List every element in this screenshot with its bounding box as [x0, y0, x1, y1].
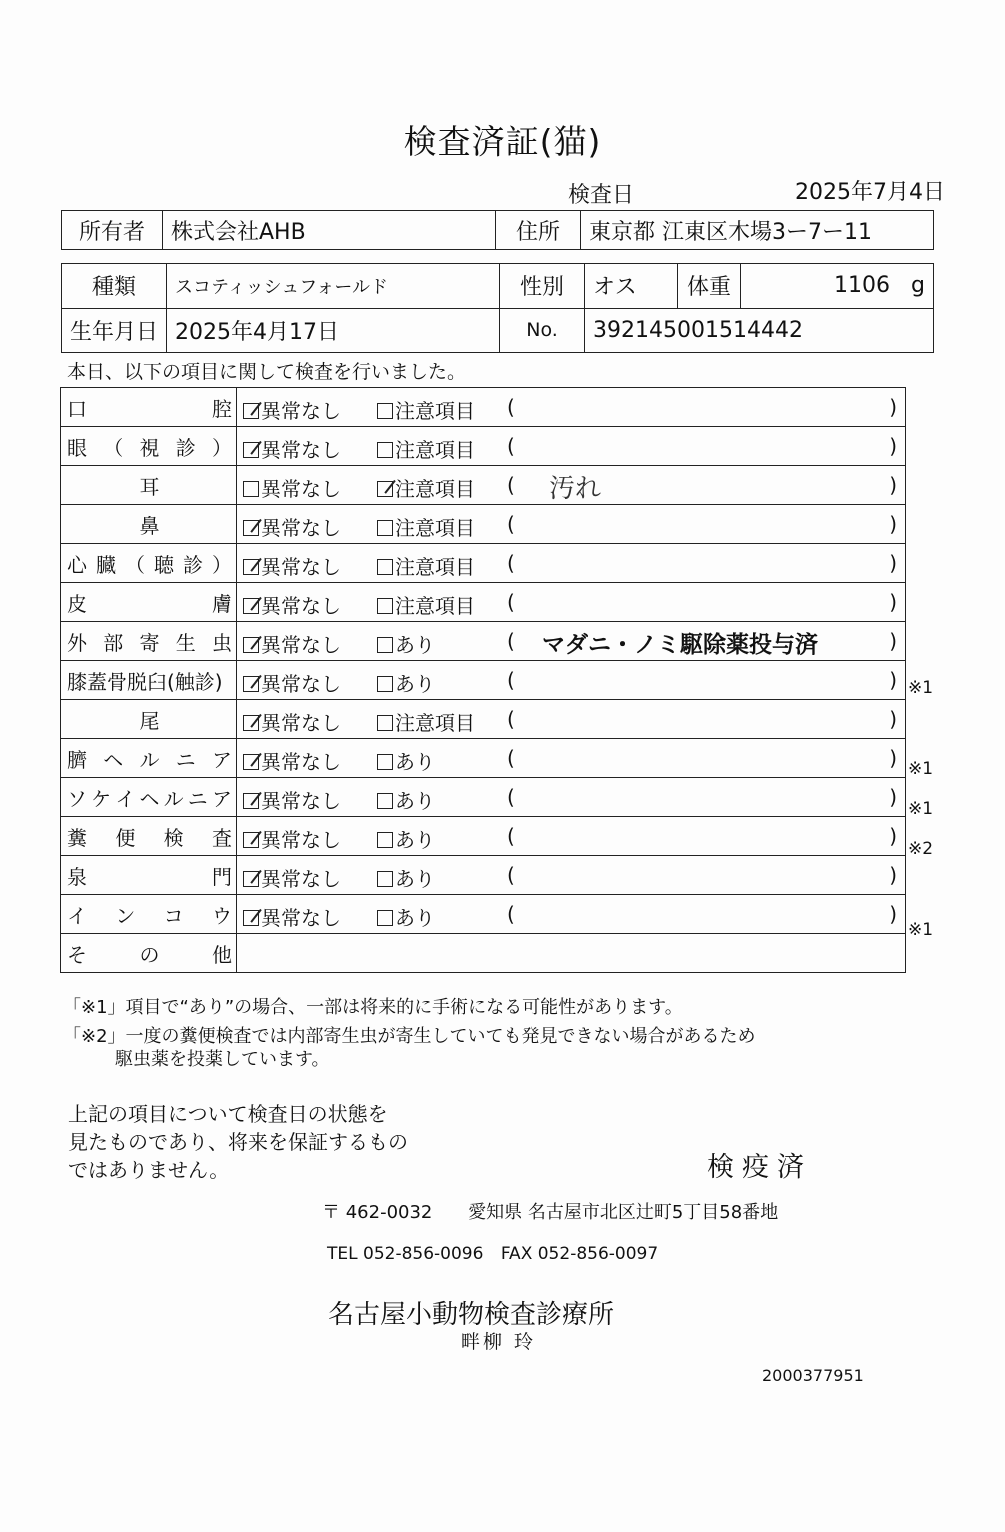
normal-option[interactable] [243, 785, 341, 814]
checked-box-icon[interactable] [243, 793, 259, 809]
other-notes-field[interactable] [237, 934, 906, 973]
footnote-1: 「※1」項目で“あり”の場合、一部は将来的に手術になる可能性があります。 [63, 997, 683, 1018]
open-paren: ( [507, 434, 515, 458]
checklist-row [61, 544, 906, 583]
checked-box-icon[interactable] [243, 520, 259, 536]
pet-table [61, 263, 934, 353]
finding-note: マダニ・ノミ駆除薬投与済 [542, 632, 818, 658]
birthdate-value: 2025年4月17日 [167, 308, 500, 353]
normal-option[interactable] [243, 707, 341, 736]
checklist-row [61, 427, 906, 466]
open-paren: ( [507, 668, 515, 692]
clinic-name: 名古屋小動物検査診療所 [328, 1300, 615, 1330]
checkbox-icon[interactable] [377, 793, 393, 809]
checklist-result [237, 583, 906, 622]
open-paren: ( [507, 746, 515, 770]
close-paren: ) [889, 551, 897, 575]
checklist-item-name: 泉 門 [61, 856, 237, 895]
normal-option[interactable] [243, 863, 341, 892]
document-title: 検査済証(猫) [403, 122, 602, 161]
normal-option-label: 異常なし [261, 750, 341, 774]
close-paren: ) [889, 902, 897, 926]
checklist-table [60, 387, 906, 973]
normal-option[interactable] [243, 434, 341, 463]
checklist-result [237, 778, 906, 817]
normal-option-label: 異常なし [261, 906, 341, 930]
clinic-address-line [322, 1198, 778, 1224]
checklist-result [237, 427, 906, 466]
open-paren: ( [507, 629, 515, 653]
owner-address: 東京都 江東区木場3ー7ー11 [581, 211, 934, 250]
finding-option[interactable] [377, 707, 475, 736]
checked-box-icon[interactable] [243, 676, 259, 692]
normal-option[interactable] [243, 512, 341, 541]
finding-option-label: 注意項目 [395, 711, 475, 735]
normal-option[interactable] [243, 395, 341, 424]
checklist-item-name: 臍 ヘ ル ニ ア [61, 739, 237, 778]
close-paren: ) [889, 590, 897, 614]
normal-option[interactable] [243, 629, 341, 658]
checked-box-icon[interactable] [243, 754, 259, 770]
checkbox-icon[interactable] [377, 559, 393, 575]
close-paren: ) [889, 863, 897, 887]
finding-option-label: 注意項目 [395, 516, 475, 540]
checklist-result [237, 895, 906, 934]
finding-option[interactable] [377, 473, 475, 502]
checklist-item-label: 膝蓋骨脱臼(触診) [67, 669, 223, 694]
normal-option-label: 異常なし [261, 399, 341, 423]
checklist-row [61, 739, 906, 778]
finding-option[interactable] [377, 746, 435, 775]
close-paren: ) [889, 629, 897, 653]
normal-option-label: 異常なし [261, 555, 341, 579]
checklist-item-name: 口 腔 [61, 388, 237, 427]
clinic-fax: FAX 052-856-0097 [500, 1244, 659, 1264]
open-paren: ( [507, 824, 515, 848]
checked-box-icon[interactable] [243, 832, 259, 848]
checklist-item-name: 心 臓 （ 聴 診 ） [61, 544, 237, 583]
finding-option[interactable] [377, 824, 435, 853]
checkbox-icon[interactable] [377, 403, 393, 419]
finding-option-label: あり [395, 633, 435, 657]
checkbox-icon[interactable] [377, 520, 393, 536]
checklist-item-label: 耳 [139, 474, 160, 499]
open-paren: ( [507, 473, 515, 497]
footnote-marker: ※1 [908, 799, 934, 819]
open-paren: ( [507, 590, 515, 614]
checked-box-icon[interactable] [243, 442, 259, 458]
checklist-row [61, 817, 906, 856]
checklist-row-other [61, 934, 906, 973]
open-paren: ( [507, 395, 515, 419]
sex-label: 性別 [500, 264, 585, 309]
clinic-contact-line [327, 1244, 658, 1264]
exam-date-label: 検査日 [568, 183, 635, 208]
clinic-address: 愛知県 名古屋市北区辻町5丁目58番地 [468, 1202, 779, 1223]
checked-box-icon[interactable] [243, 637, 259, 653]
finding-option-label: あり [395, 672, 435, 696]
microchip-no-label: No. [500, 308, 585, 353]
normal-option-label: 異常なし [261, 828, 341, 852]
checklist-item-name: 眼 （ 視 診 ） [61, 427, 237, 466]
checklist-result [237, 856, 906, 895]
footnote-marker: ※1 [908, 758, 934, 779]
weight-value: 1106 [834, 273, 891, 299]
footnote-2-line-1: 「※2」一度の糞便検査では内部寄生虫が寄生していても発見できない場合があるため [63, 1026, 756, 1047]
checkbox-icon[interactable] [377, 442, 393, 458]
normal-option[interactable] [243, 668, 341, 697]
checklist-item-name: 外 部 寄 生 虫 [61, 622, 237, 661]
checked-box-icon[interactable] [243, 910, 259, 926]
finding-option-label: 注意項目 [395, 594, 475, 618]
lead-text: 本日、以下の項目に関して検査を行いました。 [67, 361, 467, 383]
disclaimer-line-1: 上記の項目について検査日の状態を [68, 1102, 388, 1126]
weight-cell [741, 264, 934, 309]
normal-option[interactable] [243, 824, 341, 853]
checklist-result [237, 544, 906, 583]
serial-number: 2000377951 [762, 1366, 864, 1385]
checklist-row [61, 505, 906, 544]
normal-option-label: 異常なし [261, 516, 341, 540]
finding-option-label: 注意項目 [395, 399, 475, 423]
finding-option-label: あり [395, 867, 435, 891]
checklist-row [61, 388, 906, 427]
close-paren: ) [889, 512, 897, 536]
open-paren: ( [507, 902, 515, 926]
footnote-2-line-2: 駆虫薬を投薬しています。 [115, 1049, 330, 1070]
owner-table [61, 210, 934, 250]
microchip-no-value: 392145001514442 [585, 308, 934, 353]
checklist-result [237, 505, 906, 544]
weight-label: 体重 [678, 264, 741, 309]
finding-option[interactable] [377, 863, 435, 892]
finding-option[interactable] [377, 395, 475, 424]
close-paren: ) [889, 746, 897, 770]
normal-option-label: 異常なし [261, 633, 341, 657]
finding-option-label: あり [395, 750, 435, 774]
quarantine-stamp: 検疫済 [707, 1152, 812, 1183]
address-label: 住所 [496, 211, 581, 250]
finding-option[interactable] [377, 434, 475, 463]
footnote-marker: ※1 [908, 678, 934, 699]
finding-option[interactable] [377, 785, 435, 814]
normal-option-label: 異常なし [261, 711, 341, 735]
checked-box-icon[interactable] [243, 559, 259, 575]
open-paren: ( [507, 863, 515, 887]
checklist-row [61, 856, 906, 895]
close-paren: ) [889, 824, 897, 848]
checklist-result [237, 817, 906, 856]
checklist-row [61, 661, 906, 700]
checklist-row [61, 583, 906, 622]
finding-note: 汚れ [549, 474, 602, 504]
checkbox-icon[interactable] [377, 910, 393, 926]
checklist-row [61, 895, 906, 934]
checklist-result [237, 700, 906, 739]
normal-option-label: 異常なし [261, 594, 341, 618]
footnote-marker: ※2 [908, 839, 934, 860]
checklist-item-label: 尾 [139, 708, 160, 733]
checklist-result [237, 388, 906, 427]
checkbox-icon[interactable] [377, 715, 393, 731]
checklist-result [237, 739, 906, 778]
finding-option[interactable] [377, 629, 435, 658]
checklist-result [237, 622, 906, 661]
checklist-item-name: ソ ケ イ ヘ ル ニ ア [61, 778, 237, 817]
normal-option-label: 異常なし [261, 867, 341, 891]
checkbox-icon[interactable] [377, 871, 393, 887]
clinic-postal: 〒 462-0032 [322, 1202, 433, 1223]
close-paren: ) [889, 668, 897, 692]
checklist-item-name: イ ン コ ウ [61, 895, 237, 934]
breed-label: 種類 [62, 264, 167, 309]
checkbox-icon[interactable] [377, 676, 393, 692]
open-paren: ( [507, 707, 515, 731]
checklist-result [237, 661, 906, 700]
finding-option-label: 注意項目 [395, 477, 475, 501]
finding-option-label: 注意項目 [395, 438, 475, 462]
disclaimer-line-3: ではありません。 [68, 1158, 230, 1182]
checkbox-icon[interactable] [243, 481, 259, 497]
footnote-marker: ※1 [908, 919, 934, 940]
finding-option-label: 注意項目 [395, 555, 475, 579]
checkbox-icon[interactable] [377, 754, 393, 770]
owner-name: 株式会社AHB [163, 211, 496, 250]
finding-option-label: あり [395, 906, 435, 930]
breed-value: スコティッシュフォールド [167, 264, 500, 309]
normal-option[interactable] [243, 551, 341, 580]
exam-date: 2025年7月4日 [795, 180, 945, 205]
close-paren: ) [889, 473, 897, 497]
close-paren: ) [889, 785, 897, 809]
checklist-row [61, 622, 906, 661]
birthdate-label: 生年月日 [62, 308, 167, 353]
disclaimer-line-2: 見たものであり、将来を保証するもの [68, 1130, 408, 1154]
other-label: そ の 他 [61, 934, 237, 973]
open-paren: ( [507, 551, 515, 575]
finding-option[interactable] [377, 902, 435, 931]
close-paren: ) [889, 707, 897, 731]
checklist-row [61, 466, 906, 505]
finding-option[interactable] [377, 590, 475, 619]
normal-option[interactable] [243, 746, 341, 775]
checklist-item-name: 糞 便 検 査 [61, 817, 237, 856]
finding-option[interactable] [377, 551, 475, 580]
open-paren: ( [507, 512, 515, 536]
normal-option-label: 異常なし [261, 672, 341, 696]
checked-box-icon[interactable] [243, 598, 259, 614]
checked-box-icon[interactable] [377, 481, 393, 497]
checklist-item-name [61, 661, 237, 700]
checklist-item-name [61, 466, 237, 505]
checklist-item-label: 鼻 [139, 513, 160, 538]
checkbox-icon[interactable] [377, 598, 393, 614]
finding-option[interactable] [377, 668, 435, 697]
open-paren: ( [507, 785, 515, 809]
normal-option[interactable] [243, 902, 341, 931]
clinic-tel: TEL 052-856-0096 [327, 1244, 484, 1264]
close-paren: ) [889, 434, 897, 458]
normal-option-label: 異常なし [261, 477, 341, 501]
checklist-item-name [61, 505, 237, 544]
finding-option-label: あり [395, 828, 435, 852]
sex-value: オス [585, 264, 678, 309]
finding-option-label: あり [395, 789, 435, 813]
checked-box-icon[interactable] [243, 715, 259, 731]
finding-option[interactable] [377, 512, 475, 541]
disclaimer [68, 1100, 408, 1184]
normal-option-label: 異常なし [261, 438, 341, 462]
checklist-row [61, 778, 906, 817]
checklist-item-name: 皮 膚 [61, 583, 237, 622]
checkbox-icon[interactable] [377, 832, 393, 848]
normal-option[interactable] [243, 473, 341, 502]
checked-box-icon[interactable] [243, 871, 259, 887]
checkbox-icon[interactable] [377, 637, 393, 653]
weight-unit: g [911, 273, 925, 299]
normal-option-label: 異常なし [261, 789, 341, 813]
checklist-item-name [61, 700, 237, 739]
normal-option[interactable] [243, 590, 341, 619]
close-paren: ) [889, 395, 897, 419]
veterinarian-name: 畔柳 玲 [461, 1331, 537, 1353]
owner-label: 所有者 [62, 211, 163, 250]
checklist-row [61, 700, 906, 739]
checklist-result [237, 466, 906, 505]
checked-box-icon[interactable] [243, 403, 259, 419]
